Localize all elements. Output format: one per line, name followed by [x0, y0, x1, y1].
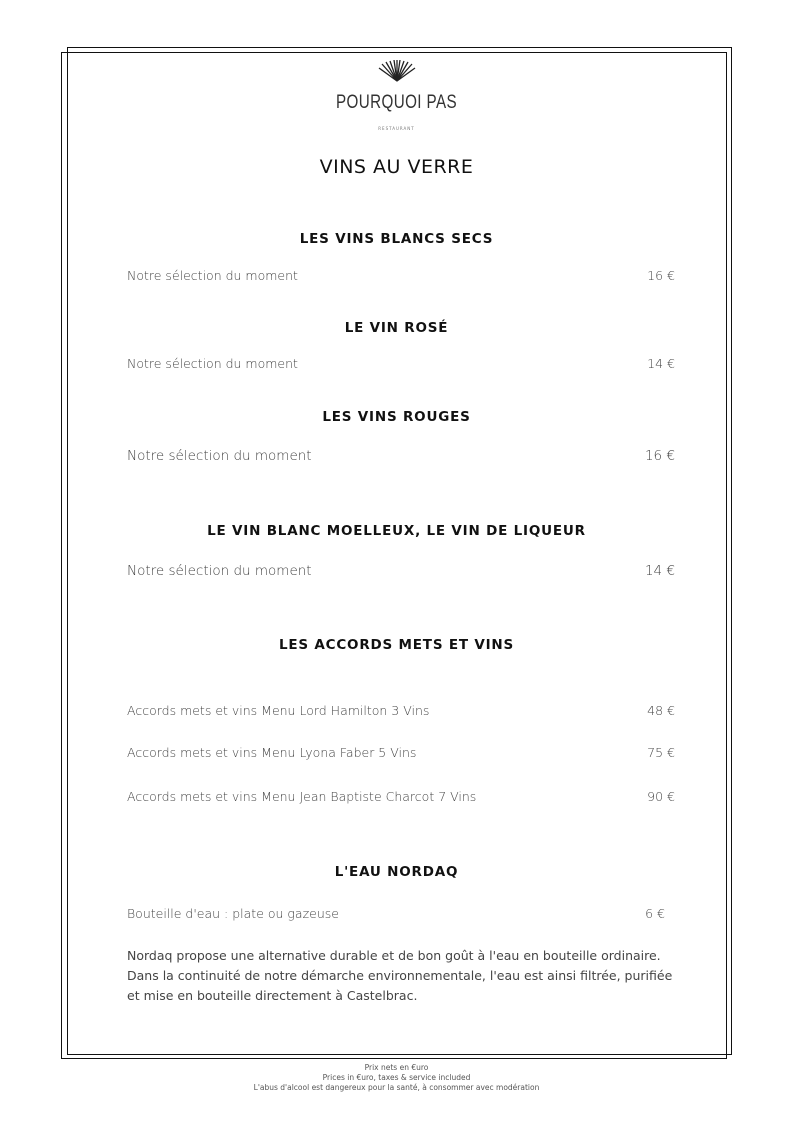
- menu-item: [127, 356, 675, 371]
- item-price: 90 €: [647, 789, 675, 804]
- section-heading: LES ACCORDS METS ET VINS: [278, 637, 515, 653]
- section-heading: LES VINS ROUGES: [322, 409, 471, 425]
- item-label: Bouteille d'eau : plate ou gazeuse: [127, 906, 339, 921]
- item-price: 16 €: [647, 268, 675, 283]
- item-label: Accords mets et vins Menu Lord Hamilton 3 Vins: [127, 703, 430, 718]
- item-label: Notre sélection du moment: [127, 356, 298, 371]
- item-price: 48 €: [647, 703, 675, 718]
- item-label: Notre sélection du moment: [127, 268, 298, 283]
- page-title: VINS AU VERRE: [319, 156, 474, 178]
- menu-item: [127, 448, 675, 464]
- page-border-inner: [67, 47, 732, 1055]
- menu-item: [127, 703, 675, 718]
- item-label: Accords mets et vins Menu Jean Baptiste Charcot 7 Vins: [127, 789, 477, 804]
- item-label: Notre sélection du moment: [127, 563, 312, 579]
- section-heading: LE VIN ROSÉ: [344, 320, 449, 336]
- item-label: Notre sélection du moment: [127, 448, 312, 464]
- item-price: 14 €: [644, 563, 675, 579]
- menu-item: [127, 906, 675, 921]
- menu-item: [127, 789, 675, 804]
- menu-item: [127, 745, 675, 760]
- section-heading: LES VINS BLANCS SECS: [299, 231, 494, 247]
- brand-name: POURQUOI PAS: [335, 92, 458, 113]
- item-label: Accords mets et vins Menu Lyona Faber 5 Vins: [127, 745, 417, 760]
- brand-subtitle: RESTAURANT: [378, 126, 415, 131]
- footer: [0, 1063, 793, 1093]
- section-heading: LE VIN BLANC MOELLEUX, LE VIN DE LIQUEUR: [207, 523, 586, 539]
- section-heading: L'EAU NORDAQ: [334, 864, 459, 880]
- nordaq-note: Nordaq propose une alternative durable et de bon goût à l'eau en bouteille ordinaire. Dans la continuité de notre démarche environnementale, l'eau est ainsi filtrée, purifiée et mise en bouteille directement à Castelbrac.: [127, 948, 673, 1003]
- item-price: 75 €: [647, 745, 675, 760]
- footer-alcohol-warning: L'abus d'alcool est dangereux pour la santé, à consommer avec modération: [253, 1083, 540, 1092]
- menu-item: [127, 268, 675, 283]
- footer-prices-en: Prices in €uro, taxes & service included: [322, 1073, 471, 1082]
- footer-prices-fr: Prix nets en €uro: [364, 1063, 429, 1072]
- item-price: 16 €: [644, 448, 675, 464]
- item-price: 6 €: [645, 906, 665, 921]
- item-price: 14 €: [647, 356, 675, 371]
- menu-item: [127, 563, 675, 579]
- shell-logo-icon: [0, 60, 793, 86]
